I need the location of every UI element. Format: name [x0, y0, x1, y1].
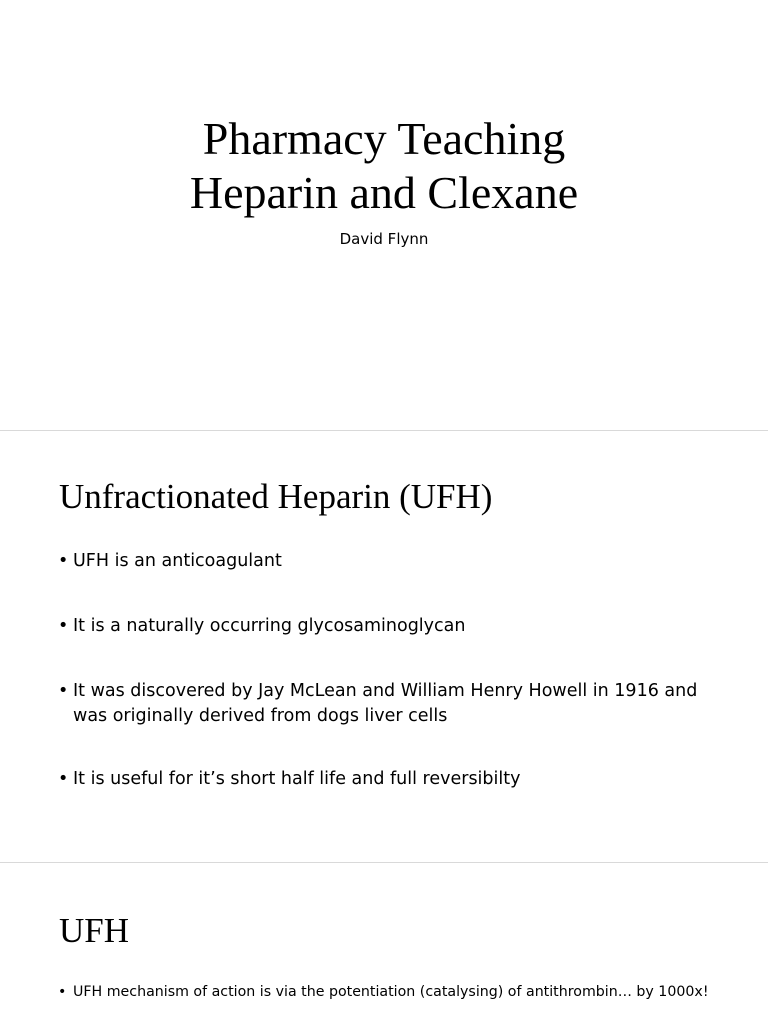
bullet-list — [58, 549, 718, 832]
author-name: David Flynn — [339, 230, 429, 248]
bullet-dot: • — [58, 984, 67, 1000]
ufh-mechanism-slide — [0, 863, 768, 1024]
bullet-text: It was discovered by Jay McLean and William Henry Howell in 1916 and was originally derived from dogs liver cells — [73, 681, 698, 726]
bullet-dot: • — [58, 681, 69, 701]
bullet-text: It is useful for it’s short half life and full reversibilty — [73, 769, 521, 789]
bullet-item — [58, 982, 758, 1003]
bullet-text: UFH is an anticoagulant — [73, 551, 282, 571]
slide-heading: Unfractionated Heparin (UFH) — [59, 477, 493, 516]
slide-heading: UFH — [59, 911, 130, 950]
title-slide — [0, 0, 768, 430]
bullet-dot: • — [58, 616, 69, 636]
bullet-item — [58, 549, 718, 574]
ufh-intro-slide — [0, 431, 768, 862]
bullet-item — [58, 679, 718, 729]
presentation-title — [0, 112, 768, 220]
title-line: Heparin and Clexane — [189, 167, 579, 218]
bullet-item — [58, 614, 718, 639]
bullet-dot: • — [58, 551, 69, 571]
bullet-list — [58, 982, 758, 1003]
title-line: Pharmacy Teaching — [202, 113, 566, 164]
bullet-text: It is a naturally occurring glycosaminoglycan — [73, 616, 466, 636]
bullet-dot: • — [58, 769, 69, 789]
bullet-text: UFH mechanism of action is via the potentiation (catalysing) of antithrombin… by 1000x! — [73, 984, 709, 1000]
bullet-item — [58, 767, 718, 792]
